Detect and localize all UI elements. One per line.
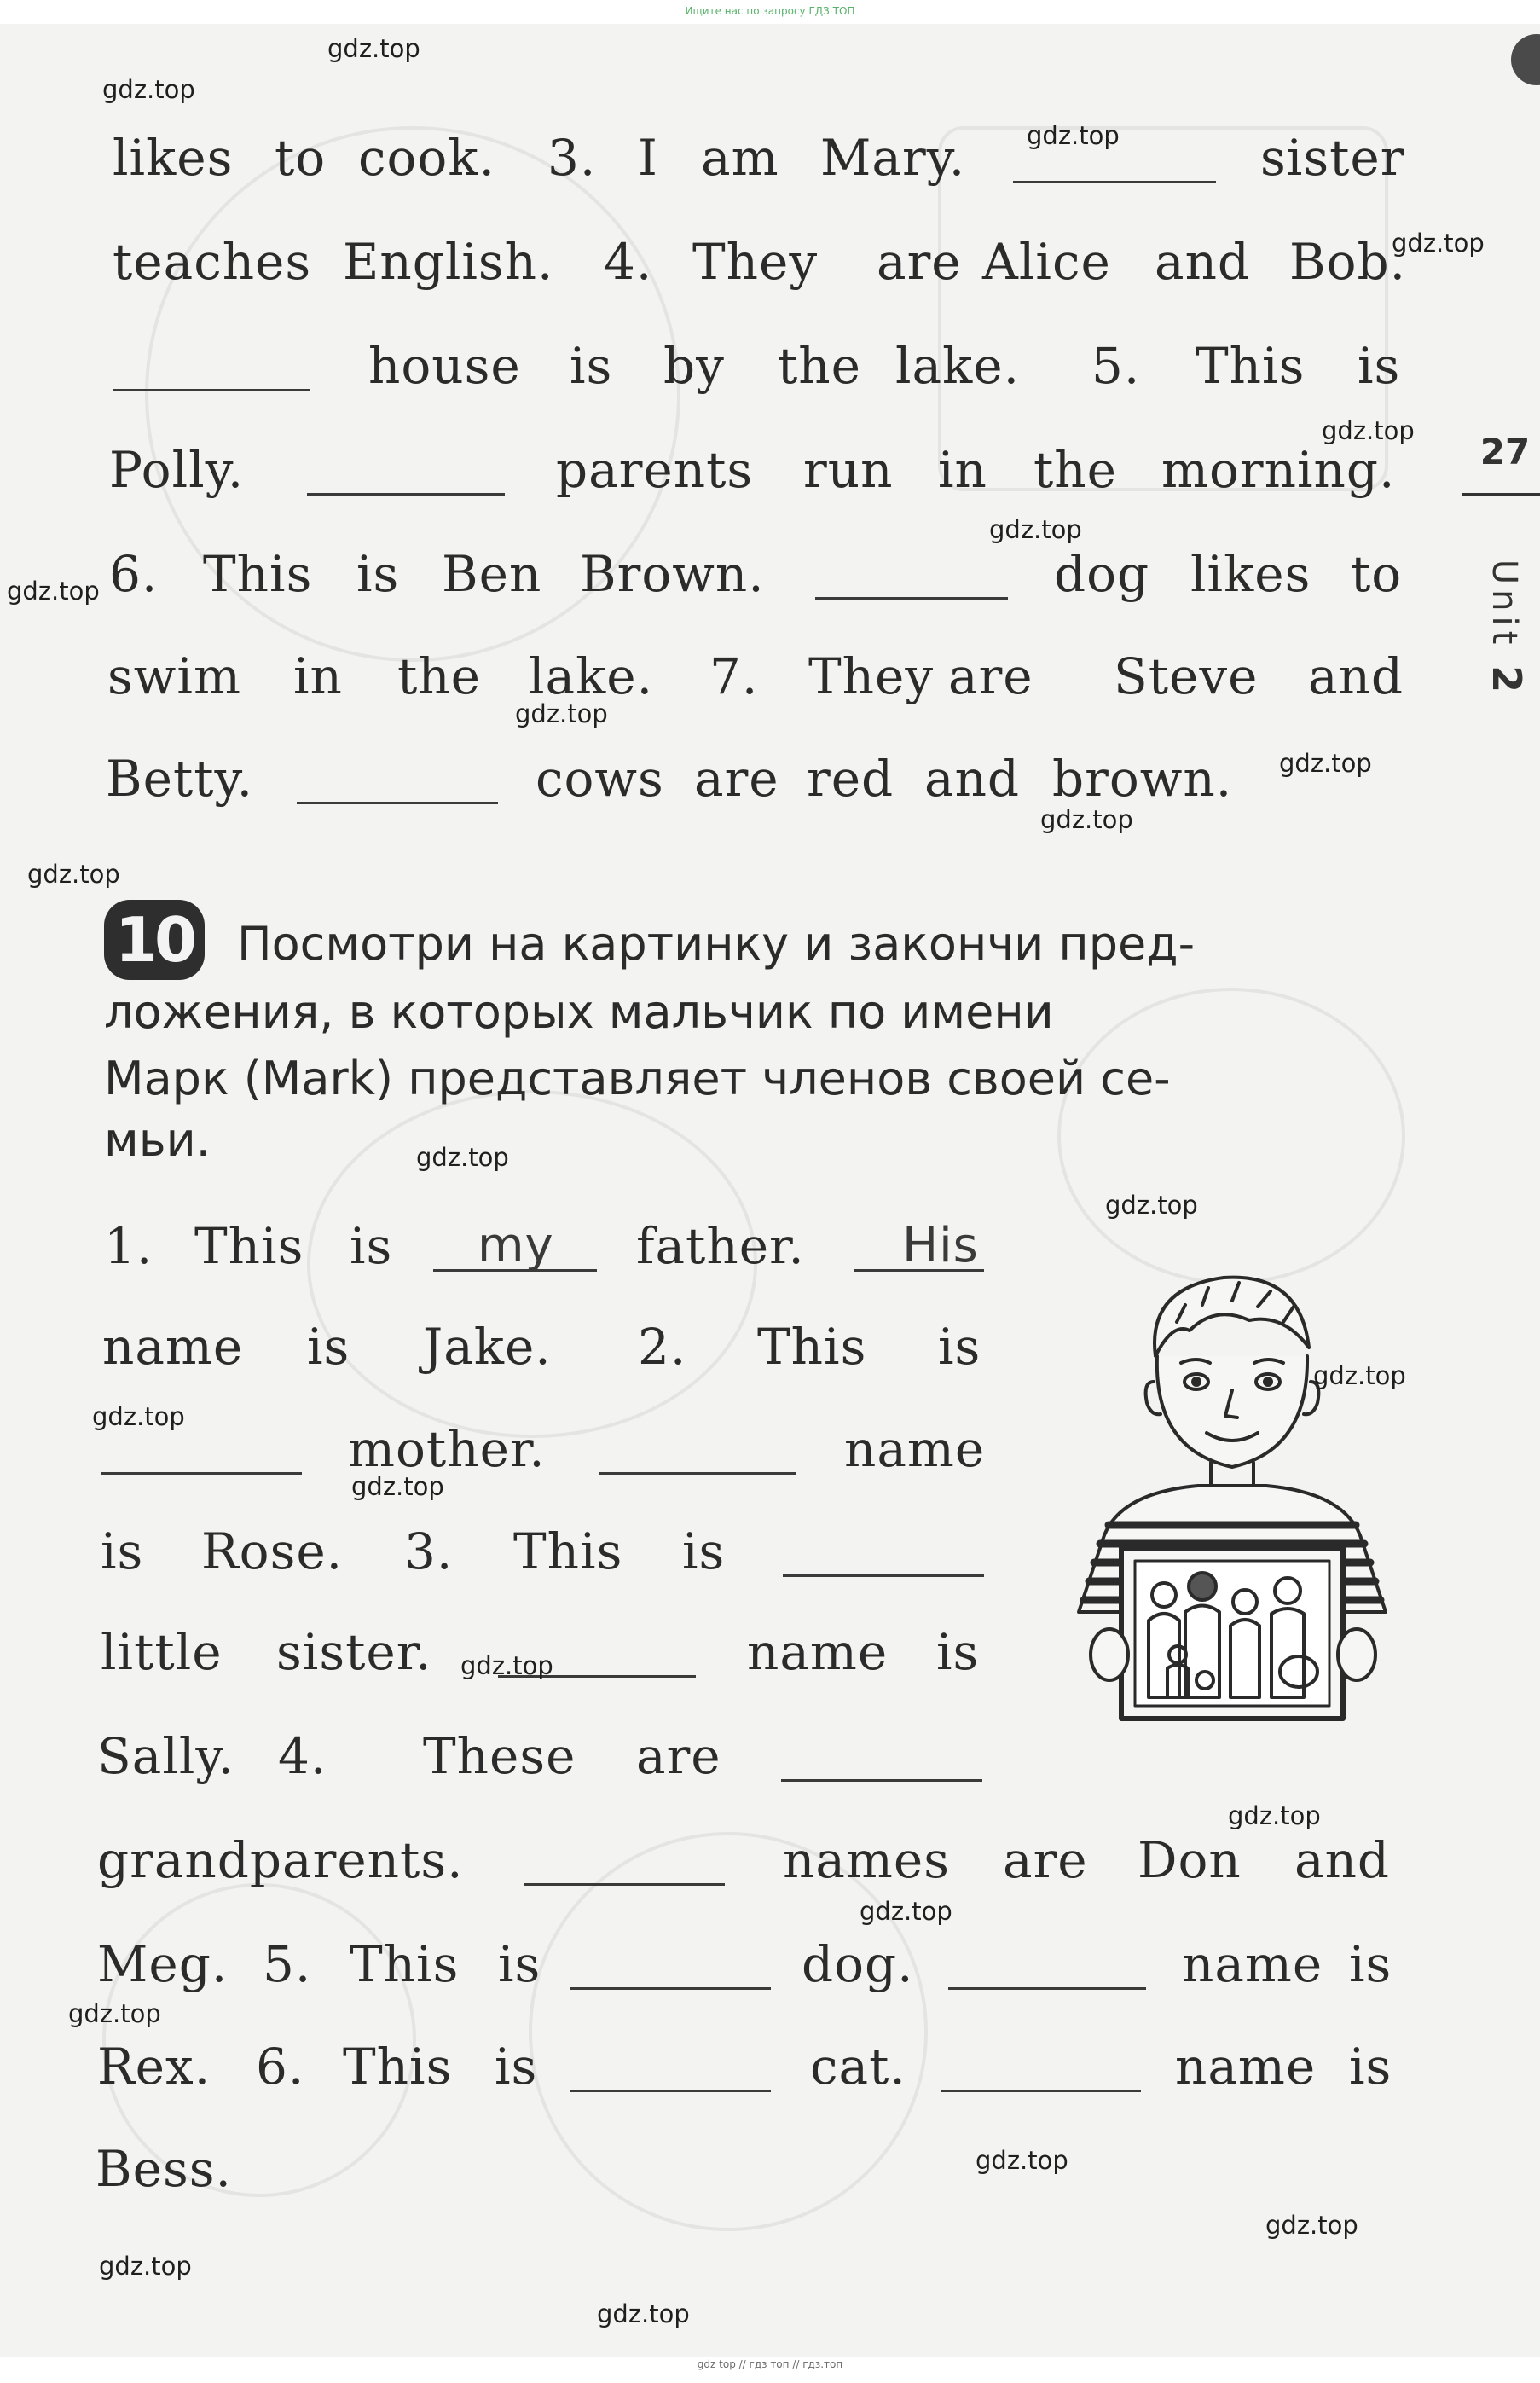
instruction-line-3: Марк (Mark) представляет членов своей се- — [104, 1052, 1171, 1105]
word: Betty. — [106, 750, 254, 808]
word: Alice — [982, 233, 1111, 291]
word: sister. — [276, 1623, 432, 1681]
watermark: gdz.top — [327, 34, 420, 63]
word: are — [1003, 1831, 1088, 1889]
word: Sally. — [97, 1727, 234, 1785]
answer-blank[interactable] — [1013, 181, 1216, 183]
word: This — [1196, 337, 1306, 395]
word: They — [692, 233, 819, 291]
watermark: gdz.top — [99, 2252, 192, 2281]
word: is — [307, 1318, 350, 1376]
answer-blank[interactable] — [570, 2090, 771, 2092]
word: 4. — [278, 1727, 327, 1785]
word: name — [1182, 1935, 1323, 1993]
watermark: gdz.top — [1322, 416, 1415, 445]
page-number: 27 — [1479, 431, 1531, 473]
word: are — [636, 1727, 721, 1785]
word: and — [924, 750, 1021, 808]
watermark: gdz.top — [68, 1999, 161, 2028]
word: grandparents. — [97, 1831, 464, 1889]
watermark: gdz.top — [92, 1402, 185, 1431]
watermark: gdz.top — [7, 577, 100, 606]
ex10-line-8 — [0, 1926, 1540, 2003]
answer-blank[interactable] — [307, 493, 505, 496]
watermark: gdz.top — [1027, 121, 1120, 150]
word: is — [495, 2038, 538, 2096]
watermark: gdz.top — [351, 1472, 444, 1501]
answer-blank[interactable] — [524, 1883, 725, 1886]
answer-blank[interactable] — [783, 1574, 984, 1577]
word: little — [101, 1623, 223, 1681]
prev-line-6 — [0, 638, 1540, 715]
answer-blank[interactable] — [948, 1987, 1146, 1990]
answer-blank[interactable] — [297, 802, 498, 804]
word: Bess. — [96, 2140, 232, 2198]
word: are — [877, 233, 962, 291]
word: cows — [536, 750, 664, 808]
answer-blank[interactable] — [101, 1472, 302, 1475]
word: run — [803, 441, 894, 499]
word: Polly. — [109, 441, 245, 499]
word: and — [1308, 647, 1404, 705]
word: lake. — [895, 337, 1021, 395]
word: is — [570, 337, 613, 395]
word: Don — [1138, 1831, 1242, 1889]
watermark: gdz.top — [1265, 2211, 1358, 2240]
watermark: gdz.top — [1228, 1801, 1321, 1830]
answer-blank[interactable] — [941, 2090, 1141, 2092]
watermark: gdz.top — [416, 1143, 509, 1172]
word: is — [682, 1522, 726, 1580]
instruction-line-1: Посмотри на картинку и закончи пред- — [237, 917, 1196, 971]
exercise-number-badge: 10 — [104, 900, 205, 980]
word: This — [203, 545, 313, 603]
word: mother. — [348, 1420, 546, 1478]
prev-line-2 — [0, 223, 1540, 300]
word: English. — [343, 233, 554, 291]
boy-holding-family-photo-icon — [1028, 1254, 1437, 1731]
word: This — [343, 2038, 453, 2096]
word: Rex. — [97, 2038, 211, 2096]
watermark: gdz.top — [1392, 229, 1485, 258]
answer-blank[interactable] — [815, 597, 1008, 600]
word: in — [293, 647, 343, 705]
word: 3. — [404, 1522, 454, 1580]
prev-line-3 — [0, 328, 1540, 404]
word: This — [513, 1522, 623, 1580]
word: the — [1033, 441, 1117, 499]
watermark: gdz.top — [989, 515, 1082, 544]
word: cook. — [358, 129, 495, 187]
watermark: gdz.top — [1105, 1191, 1198, 1220]
prev-line-4 — [0, 432, 1540, 508]
word: dog. — [802, 1935, 914, 1993]
word: likes — [113, 129, 234, 187]
unit-word: Unit — [1485, 559, 1524, 650]
instruction-line-4: мьи. — [104, 1113, 211, 1167]
prev-line-5 — [0, 536, 1540, 612]
bottom-notice: gdz top // гдз топ // гдз.топ — [697, 2358, 843, 2370]
watermark: gdz.top — [460, 1651, 553, 1680]
word: is — [938, 1318, 981, 1376]
ex10-line-7 — [0, 1822, 1540, 1899]
word: are — [694, 750, 779, 808]
word: Ben — [442, 545, 542, 603]
word: is — [350, 1217, 393, 1275]
word: morning. — [1161, 441, 1396, 499]
ex10-line-9 — [0, 2028, 1540, 2105]
word: house — [368, 337, 521, 395]
word: parents — [556, 441, 754, 499]
prev-line-1 — [0, 119, 1540, 196]
word: name — [844, 1420, 986, 1478]
word: Jake. — [423, 1318, 552, 1376]
word: 3. — [547, 129, 597, 187]
word: is — [356, 545, 400, 603]
word: Steve — [1114, 647, 1259, 705]
ex10-line-10 — [0, 2131, 1540, 2207]
word: Brown. — [580, 545, 765, 603]
watermark: gdz.top — [1279, 749, 1372, 778]
word: and — [1155, 233, 1251, 291]
word: red — [807, 750, 894, 808]
word: This — [350, 1935, 460, 1993]
answer-blank[interactable] — [570, 1987, 771, 1990]
watermark: gdz.top — [860, 1897, 952, 1926]
watermark: gdz.top — [102, 75, 195, 104]
word: names — [783, 1831, 951, 1889]
word: 7. — [709, 647, 759, 705]
word: 2. — [638, 1318, 687, 1376]
watermark: gdz.top — [1313, 1361, 1406, 1390]
instruction-line-2: ложения, в которых мальчик по имени — [104, 985, 1054, 1039]
word: the — [397, 647, 481, 705]
word: 1. — [104, 1217, 153, 1275]
word: Mary. — [820, 129, 966, 187]
watermark: gdz.top — [27, 860, 120, 889]
word: to — [275, 129, 327, 187]
word: Bob. — [1289, 233, 1407, 291]
word: the — [778, 337, 861, 395]
word: and — [1294, 1831, 1391, 1889]
watermark: gdz.top — [597, 2299, 690, 2328]
word: is — [1349, 1935, 1392, 1993]
top-notice: Ищите нас по запросу ГДЗ ТОП — [685, 5, 855, 17]
word: is — [1358, 337, 1401, 395]
handwritten-answer: my — [478, 1218, 554, 1273]
answer-blank[interactable] — [113, 389, 310, 391]
answer-blank[interactable] — [599, 1472, 796, 1475]
watermark: gdz.top — [515, 699, 608, 728]
word: 6. — [256, 2038, 305, 2096]
word: brown. — [1052, 750, 1233, 808]
word: This — [194, 1217, 304, 1275]
word: are — [948, 647, 1033, 705]
word: is — [1349, 2038, 1392, 2096]
answer-blank[interactable] — [781, 1779, 982, 1782]
word: Rose. — [201, 1522, 344, 1580]
word: swim — [107, 647, 241, 705]
word: These — [423, 1727, 576, 1785]
word: name — [1175, 2038, 1317, 2096]
word: I — [638, 129, 658, 187]
watermark: gdz.top — [976, 2146, 1068, 2175]
word: 6. — [109, 545, 159, 603]
word: is — [498, 1935, 541, 1993]
word: 5. — [263, 1935, 312, 1993]
word: name — [102, 1318, 244, 1376]
word: name — [747, 1623, 889, 1681]
word: teaches — [113, 233, 312, 291]
word: is — [936, 1623, 980, 1681]
word: They — [808, 647, 935, 705]
word: by — [663, 337, 725, 395]
word: sister — [1260, 129, 1405, 187]
word: cat. — [810, 2038, 906, 2096]
watermark: gdz.top — [1040, 805, 1133, 834]
word: in — [938, 441, 987, 499]
word: 4. — [604, 233, 653, 291]
word: father. — [636, 1217, 805, 1275]
word: likes — [1190, 545, 1311, 603]
word: to — [1351, 545, 1403, 603]
word: dog — [1054, 545, 1150, 603]
word: am — [701, 129, 779, 187]
word: 5. — [1091, 337, 1141, 395]
unit-number: 2 — [1484, 665, 1530, 699]
word: is — [101, 1522, 144, 1580]
word: Meg. — [97, 1935, 229, 1993]
handwritten-answer: His — [902, 1218, 979, 1273]
word: This — [757, 1318, 867, 1376]
word: lake. — [529, 647, 654, 705]
